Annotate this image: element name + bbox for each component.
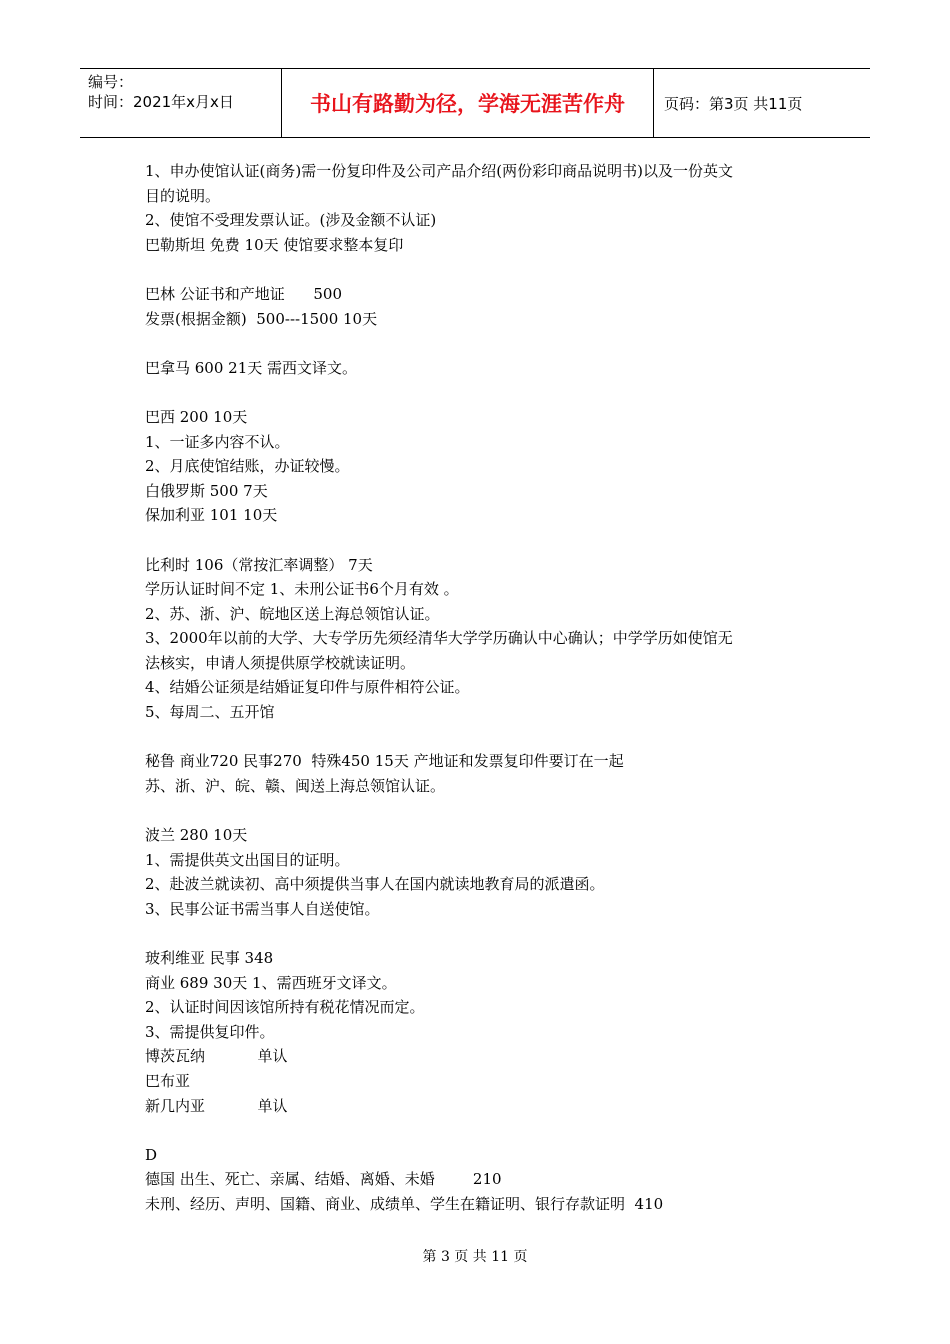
page-header [80,68,870,138]
text-line: 3、民事公证书需当事人自送使馆。 [145,899,380,918]
text-line: 德国 出生、死亡、亲属、结婚、离婚、未婚 210 [145,1170,502,1189]
text-line [145,798,825,823]
number-label: 编号： [88,73,134,91]
text-line: 2、赴波兰就读初、高中须提供当事人在国内就读地教育局的派遣函。 [145,875,605,894]
header-motto: 书山有路勤为径，学海无涯苦作舟 [282,69,654,137]
text-line: 5、每周二、五开馆 [145,703,275,722]
text-line: 商业 689 30天 1、需西班牙文译文。 [145,973,397,992]
header-page-label: 页码：第3页 共11页 [664,94,803,113]
header-meta [80,69,282,137]
text-line: 博茨瓦纳 单认 [145,1047,288,1066]
text-line: 巴布亚 [145,1071,191,1090]
text-line: 3、2000年以前的大学、大专学历先须经清华大学学历确认中心确认；中学学历如使馆无 [145,629,733,648]
document-body [145,159,825,1217]
text-line: 学历认证时间不定 1、未刑公证书6个月有效 。 [145,580,459,599]
text-line: 目的说明。 [145,186,221,205]
text-line: 白俄罗斯 500 7天 [145,481,268,500]
text-line: 巴西 200 10天 [145,407,248,426]
text-line: 苏、浙、沪、皖、赣、闽送上海总领馆认证。 [145,776,446,795]
text-line: 发票(根据金额) 500---1500 10天 [145,309,378,328]
text-line [145,331,825,356]
text-line: 2、苏、浙、沪、皖地区送上海总领馆认证。 [145,604,440,623]
text-line: 2、认证时间因该馆所持有税花情况而定。 [145,998,425,1017]
text-line: 巴拿马 600 21天 需西文译文。 [145,358,358,377]
time-label: 时间：2021年x月x日 [88,93,234,111]
text-line: 2、使馆不受理发票认证。(涉及金额不认证) [145,211,437,230]
text-line [145,725,825,750]
text-line: 未刑、经历、声明、国籍、商业、成绩单、学生在籍证明、银行存款证明 410 [145,1194,664,1213]
text-line: 新几内亚 单认 [145,1096,288,1115]
text-line: 玻利维亚 民事 348 [145,949,274,967]
text-line [145,257,825,282]
text-line: 1、需提供英文出国目的证明。 [145,850,350,869]
text-line: D [145,1145,158,1164]
text-line: 巴林 公证书和产地证 500 [145,284,343,303]
text-line: 3、需提供复印件。 [145,1022,275,1041]
page-footer: 第 3 页 共 11 页 [422,1249,528,1265]
text-line: 秘鲁 商业720 民事270 特殊450 15天 产地证和发票复印件要订在一起 [145,752,624,771]
text-line: 波兰 280 10天 [145,826,248,845]
text-line: 巴勒斯坦 免费 10天 使馆要求整本复印 [145,235,404,254]
text-line: 1、申办使馆认证(商务)需一份复印件及公司产品介绍(两份彩印商品说明书)以及一份英文 [145,162,733,180]
text-line [145,528,825,553]
text-line [145,1118,825,1143]
text-line: 法核实，申请人须提供原学校就读证明。 [145,653,416,672]
text-line: 保加利亚 101 10天 [145,506,278,525]
text-line: 1、一证多内容不认。 [145,432,290,451]
text-line [145,921,825,946]
text-line: 2、月底使馆结账，办证较慢。 [145,457,350,476]
text-line: 4、结婚公证须是结婚证复印件与原件相符公证。 [145,678,470,697]
text-line [145,380,825,405]
text-line: 比利时 106（常按汇率调整） 7天 [145,555,373,574]
